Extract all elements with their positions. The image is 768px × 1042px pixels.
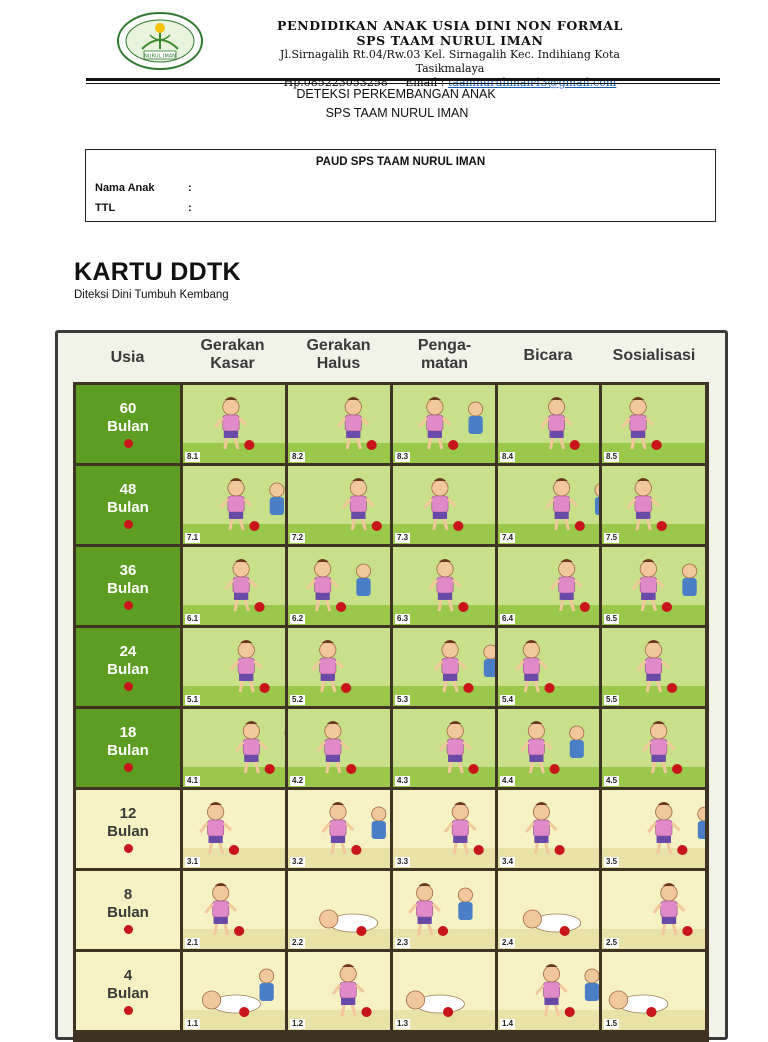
milestone-code: 4.3 — [397, 776, 409, 785]
age-cell-48 — [76, 466, 180, 544]
milestone-illustration-1-3 — [393, 952, 495, 1030]
document-title — [0, 85, 768, 123]
milestone-code: 8.4 — [502, 452, 514, 461]
milestone-code: 2.1 — [187, 938, 199, 947]
milestone-code: 4.2 — [292, 776, 304, 785]
milestone-illustration-6-3 — [393, 547, 495, 625]
school-address: Jl.Sirnagalih Rt.04/Rw.03 Kel. Sirnagalih Kec. Indihiang Kota Tasikmalaya — [280, 48, 620, 75]
student-info-box — [85, 149, 716, 222]
column-header-5: Sosialisasi — [612, 347, 696, 364]
age-cell-24 — [76, 628, 180, 706]
milestone-code: 5.1 — [187, 695, 199, 704]
milestone-illustration-4-3 — [393, 709, 495, 787]
milestone-illustration-2-2 — [288, 871, 390, 949]
milestone-illustration-8-1 — [183, 385, 285, 463]
milestone-illustration-4-1 — [183, 709, 285, 787]
marker-dot-icon — [124, 601, 133, 610]
milestone-illustration-7-4 — [498, 466, 599, 544]
milestone-illustration-6-1 — [183, 547, 285, 625]
milestone-code: 8.2 — [292, 452, 304, 461]
document-title-line2: SPS TAAM NURUL IMAN — [325, 106, 469, 120]
milestone-code: 3.5 — [606, 857, 618, 866]
milestone-illustration-8-2 — [288, 385, 390, 463]
milestone-code: 1.5 — [606, 1019, 618, 1028]
age-value: 60 — [119, 400, 137, 417]
milestone-illustration-4-5 — [602, 709, 705, 787]
marker-dot-icon — [124, 925, 133, 934]
milestone-illustration-6-4 — [498, 547, 599, 625]
milestone-code: 4.4 — [502, 776, 514, 785]
milestone-illustration-3-2 — [288, 790, 390, 868]
milestone-illustration-2-1 — [183, 871, 285, 949]
column-header-1: Gerakan Kasar — [200, 337, 265, 372]
milestone-illustration-7-1 — [183, 466, 285, 544]
age-cell-8 — [76, 871, 180, 949]
milestone-illustration-2-3 — [393, 871, 495, 949]
svg-text:NURUL IMAN: NURUL IMAN — [144, 53, 176, 60]
age-unit: Bulan — [107, 418, 149, 435]
info-box-title: PAUD SPS TAAM NURUL IMAN — [315, 156, 486, 168]
column-header-2: Gerakan Halus — [306, 337, 371, 372]
milestone-code: 4.5 — [606, 776, 618, 785]
column-header-4: Bicara — [523, 347, 573, 364]
milestone-illustration-8-5 — [602, 385, 705, 463]
age-cell-4 — [76, 952, 180, 1030]
milestone-code: 6.2 — [292, 614, 304, 623]
marker-dot-icon — [124, 682, 133, 691]
ttl-row — [95, 202, 192, 214]
milestone-code: 5.3 — [397, 695, 409, 704]
milestone-illustration-3-4 — [498, 790, 599, 868]
age-cell-12 — [76, 790, 180, 868]
milestone-illustration-6-5 — [602, 547, 705, 625]
kartu-subtitle: Diteksi Dini Tumbuh Kembang — [74, 289, 229, 301]
milestone-illustration-2-4 — [498, 871, 599, 949]
milestone-code: 7.5 — [606, 533, 618, 542]
column-header-0: Usia — [110, 349, 145, 366]
milestone-illustration-5-5 — [602, 628, 705, 706]
milestone-illustration-5-2 — [288, 628, 390, 706]
age-unit: Bulan — [107, 823, 149, 840]
school-logo — [116, 11, 204, 71]
marker-dot-icon — [124, 1006, 133, 1015]
column-header-3: Penga- matan — [417, 337, 472, 372]
milestone-code: 5.5 — [606, 695, 618, 704]
ddtk-grid — [73, 382, 709, 1042]
milestone-illustration-2-5 — [602, 871, 705, 949]
age-value: 8 — [123, 886, 133, 903]
age-value: 18 — [119, 724, 137, 741]
milestone-code: 1.3 — [397, 1019, 409, 1028]
header-rule-thick — [86, 78, 720, 81]
ttl-label: TTL — [95, 202, 116, 214]
marker-dot-icon — [124, 520, 133, 529]
marker-dot-icon — [124, 439, 133, 448]
age-cell-18 — [76, 709, 180, 787]
milestone-illustration-3-5 — [602, 790, 705, 868]
document-title-line1: DETEKSI PERKEMBANGAN ANAK — [296, 87, 496, 101]
milestone-illustration-4-2 — [288, 709, 390, 787]
milestone-illustration-5-1 — [183, 628, 285, 706]
age-value: 12 — [119, 805, 137, 822]
milestone-illustration-7-2 — [288, 466, 390, 544]
milestone-illustration-3-1 — [183, 790, 285, 868]
name-colon: : — [188, 182, 192, 194]
milestone-code: 7.2 — [292, 533, 304, 542]
milestone-illustration-4-4 — [498, 709, 599, 787]
org-name: PENDIDIKAN ANAK USIA DINI NON FORMAL — [277, 18, 623, 33]
milestone-code: 1.1 — [187, 1019, 199, 1028]
milestone-illustration-1-2 — [288, 952, 390, 1030]
milestone-code: 4.1 — [187, 776, 199, 785]
age-unit: Bulan — [107, 904, 149, 921]
marker-dot-icon — [124, 763, 133, 772]
age-value: 4 — [123, 967, 133, 984]
age-unit: Bulan — [107, 661, 149, 678]
age-unit: Bulan — [107, 985, 149, 1002]
age-value: 48 — [119, 481, 137, 498]
milestone-code: 3.2 — [292, 857, 304, 866]
name-label: Nama Anak — [95, 182, 155, 194]
milestone-code: 5.4 — [502, 695, 514, 704]
milestone-illustration-6-2 — [288, 547, 390, 625]
milestone-illustration-8-4 — [498, 385, 599, 463]
milestone-code: 7.4 — [502, 533, 514, 542]
milestone-code: 5.2 — [292, 695, 304, 704]
age-unit: Bulan — [107, 580, 149, 597]
milestone-code: 2.4 — [502, 938, 514, 947]
milestone-code: 8.1 — [187, 452, 199, 461]
milestone-code: 2.2 — [292, 938, 304, 947]
milestone-code: 8.5 — [606, 452, 618, 461]
milestone-code: 1.2 — [292, 1019, 304, 1028]
milestone-code: 3.1 — [187, 857, 199, 866]
age-unit: Bulan — [107, 499, 149, 516]
header-rule-thin — [86, 83, 720, 84]
kartu-title: KARTU DDTK — [74, 258, 241, 286]
milestone-code: 7.3 — [397, 533, 409, 542]
age-value: 24 — [119, 643, 137, 660]
milestone-code: 6.5 — [606, 614, 618, 623]
milestone-illustration-7-5 — [602, 466, 705, 544]
milestone-code: 7.1 — [187, 533, 199, 542]
milestone-code: 8.3 — [397, 452, 409, 461]
milestone-code: 6.1 — [187, 614, 199, 623]
milestone-code: 3.3 — [397, 857, 409, 866]
milestone-code: 2.3 — [397, 938, 409, 947]
name-row — [95, 182, 192, 194]
ttl-colon: : — [188, 202, 192, 214]
milestone-illustration-1-4 — [498, 952, 599, 1030]
milestone-code: 2.5 — [606, 938, 618, 947]
milestone-illustration-8-3 — [393, 385, 495, 463]
age-unit: Bulan — [107, 742, 149, 759]
marker-dot-icon — [124, 844, 133, 853]
milestone-code: 6.3 — [397, 614, 409, 623]
milestone-illustration-1-5 — [602, 952, 705, 1030]
milestone-illustration-3-3 — [393, 790, 495, 868]
age-value: 36 — [119, 562, 137, 579]
milestone-code: 1.4 — [502, 1019, 514, 1028]
age-cell-60 — [76, 385, 180, 463]
milestone-illustration-7-3 — [393, 466, 495, 544]
milestone-illustration-1-1 — [183, 952, 285, 1030]
age-cell-36 — [76, 547, 180, 625]
milestone-code: 6.4 — [502, 614, 514, 623]
milestone-code: 3.4 — [502, 857, 514, 866]
school-name: SPS TAAM NURUL IMAN — [356, 33, 544, 48]
milestone-illustration-5-3 — [393, 628, 495, 706]
milestone-illustration-5-4 — [498, 628, 599, 706]
